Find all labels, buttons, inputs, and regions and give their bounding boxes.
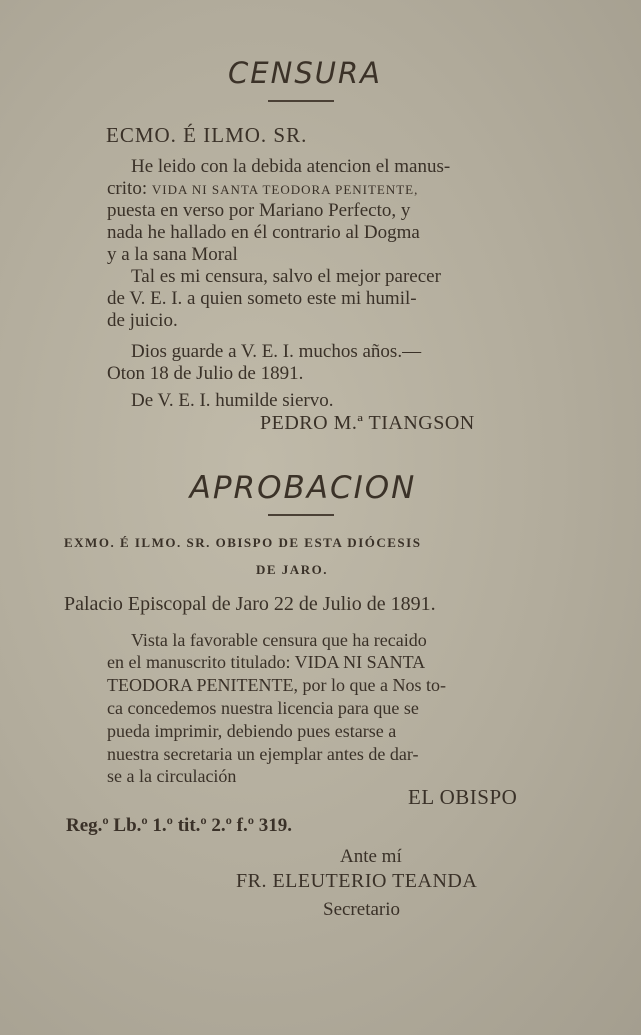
secretary-name: FR. ELEUTERIO TEANDA — [236, 870, 478, 892]
censura-line: de juicio. — [107, 310, 178, 331]
censura-line: Tal es mi censura, salvo el mejor parecer — [131, 266, 441, 287]
aprobacion-place-date: Palacio Episcopal de Jaro 22 de Julio de 1891. — [64, 593, 436, 615]
registry-line: Reg.º Lb.º 1.º tit.º 2.º f.º 319. — [66, 815, 293, 836]
aprobacion-heading: APROBACION — [189, 470, 417, 506]
censura-rule — [268, 100, 334, 102]
aprobacion-line: TEODORA PENITENTE, por lo que a Nos to- — [107, 675, 446, 695]
bishop-signature: EL OBISPO — [408, 785, 518, 809]
censura-line: y a la sana Moral — [107, 244, 238, 265]
censura-line: Oton 18 de Julio de 1891. — [107, 363, 304, 384]
censura-line: nada he hallado en él contrario al Dogma — [107, 222, 420, 243]
aprobacion-rule — [268, 514, 334, 516]
ante-mi: Ante mí — [340, 846, 402, 867]
censura-salutation: ECMO. É ILMO. SR. — [106, 123, 308, 147]
aprobacion-line: Vista la favorable censura que ha recaido — [131, 630, 427, 650]
aprobacion-line: pueda imprimir, debiendo pues estarse a — [107, 721, 397, 741]
censura-line: puesta en verso por Mariano Perfecto, y — [107, 200, 411, 221]
censura-text: crito: — [107, 178, 152, 199]
aprobacion-line — [107, 652, 425, 673]
censura-heading: CENSURA — [228, 56, 382, 90]
aprobacion-line: nuestra secretaria un ejemplar antes de dar- — [107, 744, 419, 764]
book-title: VIDA NI SANTA TEODORA PENITENTE, — [151, 182, 419, 197]
censura-line: de V. E. I. a quien someto este mi humil- — [107, 288, 417, 309]
secretary-title: Secretario — [323, 899, 401, 920]
censura-line — [107, 178, 418, 201]
censura-line: De V. E. I. humilde siervo. — [131, 390, 334, 411]
aprobacion-line: se a la circulación — [107, 766, 237, 786]
aprobacion-text: en el manuscrito titulado: VIDA NI SANTA — [107, 652, 426, 672]
aprobacion-address: EXMO. É ILMO. SR. OBISPO DE ESTA DIÓCESIS — [64, 535, 422, 550]
censura-signature: PEDRO M.ª TIANGSON — [260, 412, 475, 434]
censura-line: Dios guarde a V. E. I. muchos años.— — [131, 341, 422, 362]
aprobacion-address: DE JARO. — [256, 562, 328, 577]
aprobacion-line: ca concedemos nuestra licencia para que se — [107, 698, 419, 718]
censura-line: He leido con la debida atencion el manus- — [131, 156, 451, 177]
